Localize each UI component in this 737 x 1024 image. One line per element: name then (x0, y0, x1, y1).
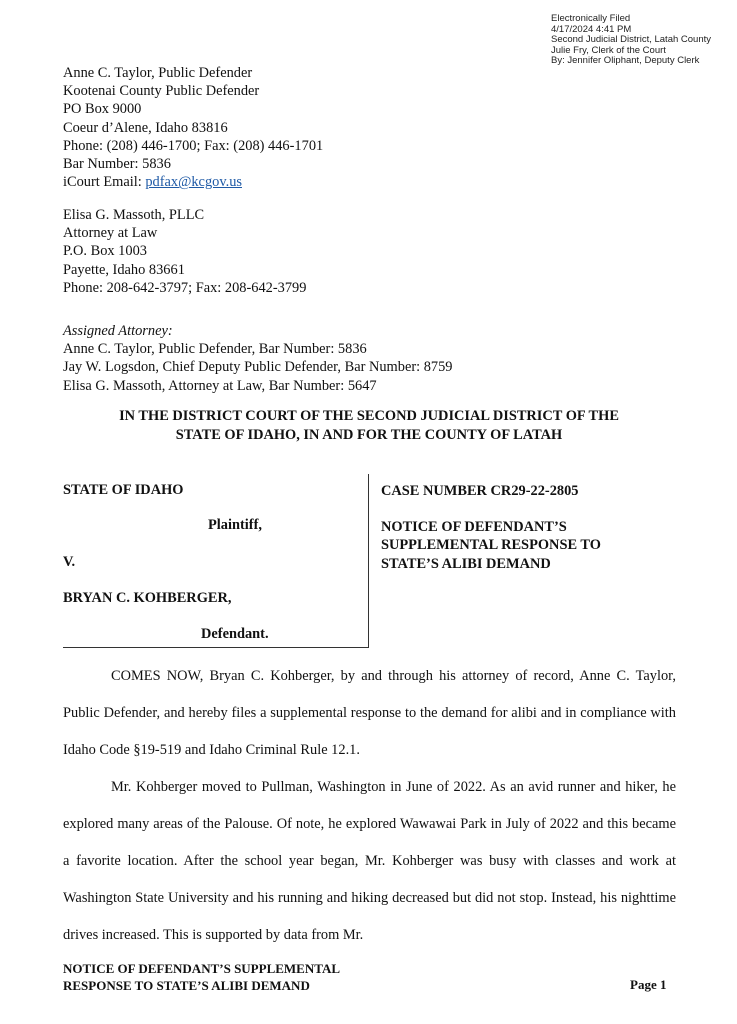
email-link[interactable]: pdfax@kcgov.us (145, 174, 242, 191)
paragraph: COMES NOW, Bryan C. Kohberger, by and through his attorney of record, Anne C. Taylor, Public Defender, and hereby files a supplemental response to the demand for alibi and in compliance with Idaho Code §19-519 and Idaho Criminal Rule 12.1. (63, 668, 676, 758)
caption-divider-horizontal (63, 647, 369, 648)
paragraph: Mr. Kohberger moved to Pullman, Washington in June of 2022. As an avid runner and hiker, he explored many areas of the Palouse. Of note, he explored Wawawai Park in July of 2022 and this became a favorite location. After the school year began, Mr. Kohberger was busy with classes and work at Washington State University and his running and hiking decreased but did not stop. Instead, his nighttime drives increased. This is supported by data from Mr. (63, 779, 676, 943)
assigned-line: Jay W. Logsdon, Chief Deputy Public Defender, Bar Number: 8759 (63, 359, 453, 376)
address-line: Bar Number: 5836 (63, 156, 171, 173)
address-line: Payette, Idaho 83661 (63, 261, 185, 278)
assigned-heading: Assigned Attorney: (63, 323, 173, 339)
address-line: Kootenai County Public Defender (63, 83, 260, 100)
stamp-line: Electronically Filed (551, 13, 631, 24)
court-title-line: IN THE DISTRICT COURT OF THE SECOND JUDICIAL DISTRICT OF THE (119, 408, 619, 424)
defendant-role: Defendant. (201, 626, 269, 642)
email-label: iCourt Email: (63, 174, 146, 191)
caption-parties (63, 470, 368, 648)
address-line: Elisa G. Massoth, PLLC (63, 207, 205, 223)
stamp-line: Julie Fry, Clerk of the Court (551, 44, 666, 56)
document-title-line: NOTICE OF DEFENDANT’S (381, 518, 567, 535)
assigned-attorneys (63, 322, 453, 395)
body-text (63, 658, 676, 954)
plaintiff-role: Plaintiff, (208, 517, 262, 533)
footer-title-line: RESPONSE TO STATE’S ALIBI DEMAND (63, 977, 310, 993)
address-line: Phone: 208-642-3797; Fax: 208-642-3799 (63, 279, 307, 296)
versus: V. (63, 554, 76, 570)
stamp-line: By: Jennifer Oliphant, Deputy Clerk (551, 55, 700, 66)
footer-title (63, 961, 340, 994)
email-line (63, 173, 323, 191)
caption-divider-vertical (368, 474, 369, 648)
address-line: Coeur d’Alene, Idaho 83816 (63, 119, 228, 136)
footer-title-line: NOTICE OF DEFENDANT’S SUPPLEMENTAL (63, 961, 340, 976)
court-title (63, 407, 675, 444)
address-line: Phone: (208) 446-1700; Fax: (208) 446-1701 (63, 137, 324, 154)
address-line: Attorney at Law (63, 225, 158, 242)
defendant-name: BRYAN C. KOHBERGER, (63, 590, 232, 606)
stamp-line: 4/17/2024 4:41 PM (551, 23, 632, 35)
attorney-2-address (63, 206, 306, 297)
address-line: Anne C. Taylor, Public Defender (63, 65, 253, 81)
case-number: CASE NUMBER CR29-22-2805 (381, 483, 579, 499)
court-title-line: STATE OF IDAHO, IN AND FOR THE COUNTY OF LATAH (175, 426, 563, 443)
address-line: P.O. Box 1003 (63, 243, 147, 260)
page-number: Page 1 (630, 977, 667, 992)
plaintiff-name: STATE OF IDAHO (63, 482, 184, 498)
case-caption (0, 470, 737, 650)
address-line: PO Box 9000 (63, 101, 142, 118)
attorney-1-address (63, 64, 323, 191)
stamp-line: Second Judicial District, Latah County (551, 34, 711, 45)
assigned-line: Anne C. Taylor, Public Defender, Bar Number: 5836 (63, 341, 367, 358)
assigned-line: Elisa G. Massoth, Attorney at Law, Bar Number: 5647 (63, 377, 377, 394)
caption-case-info (381, 470, 601, 573)
filing-stamp (551, 14, 711, 67)
document-title-line: STATE’S ALIBI DEMAND (381, 555, 551, 572)
document-title-line: SUPPLEMENTAL RESPONSE TO (381, 537, 601, 553)
